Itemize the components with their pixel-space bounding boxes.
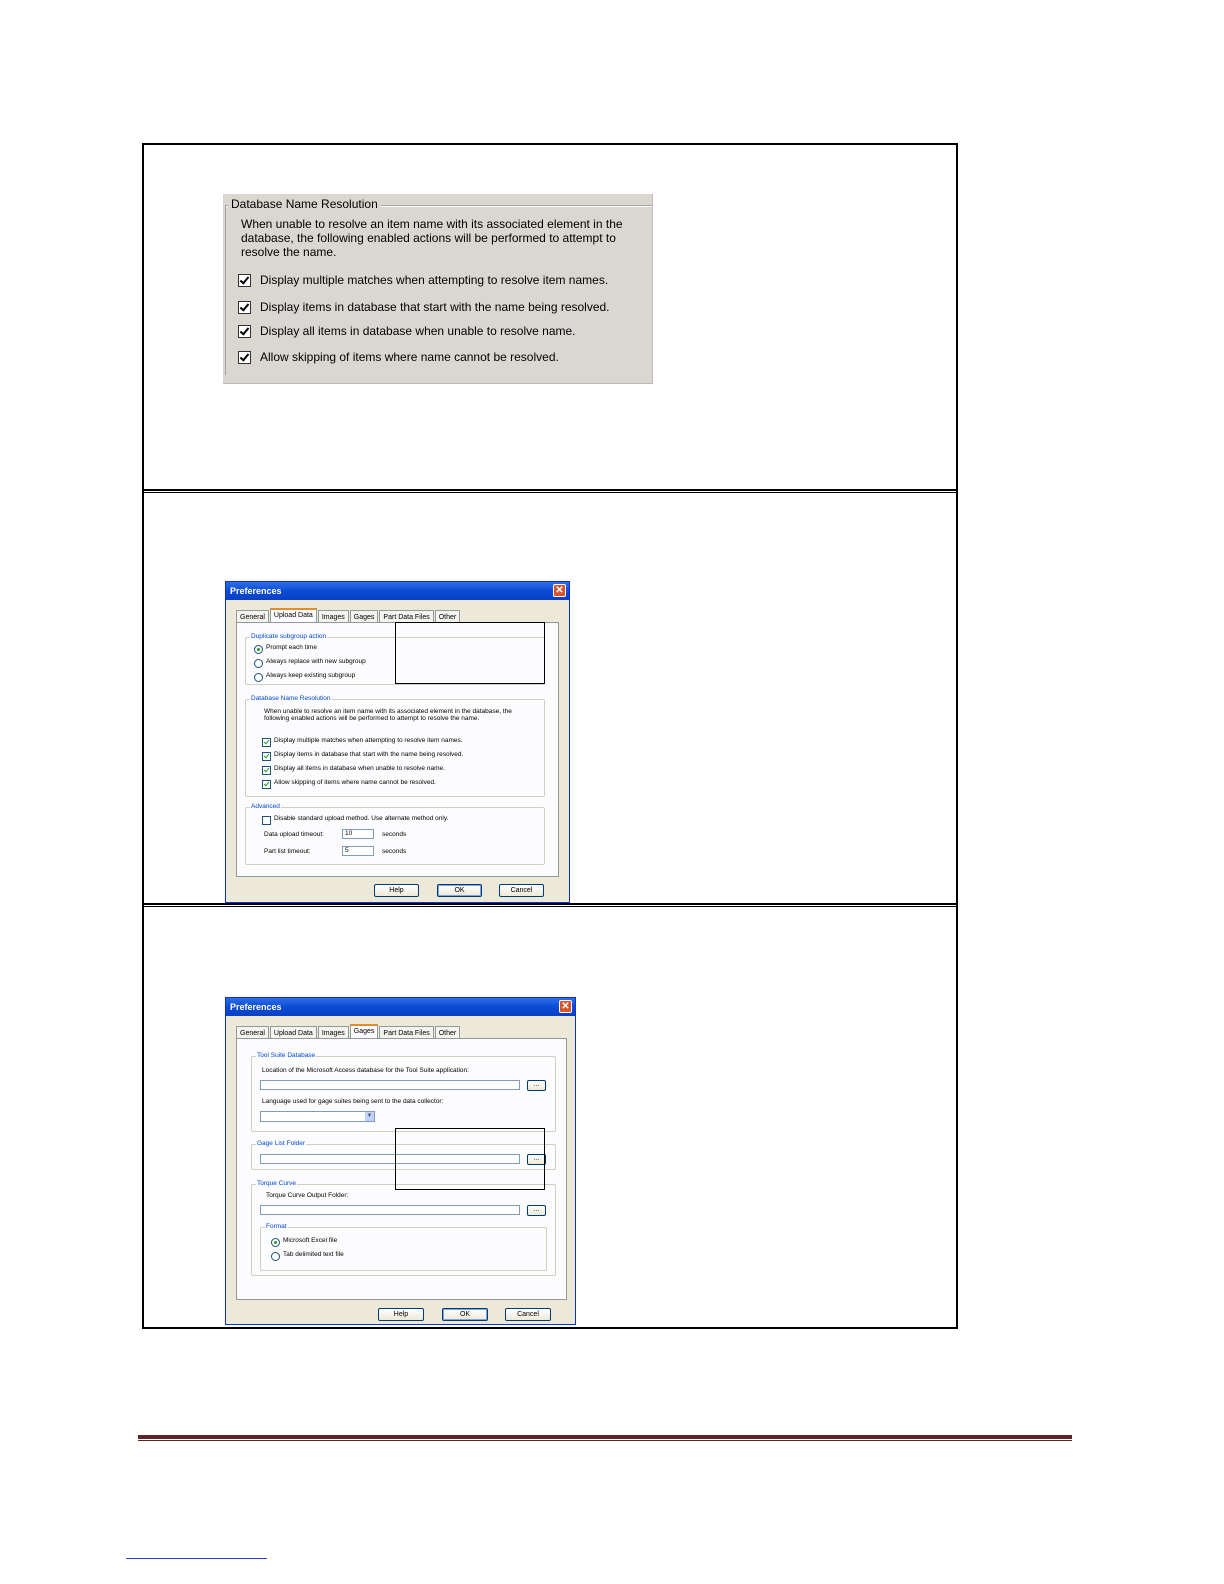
database-name-resolution-screenshot bbox=[223, 194, 653, 384]
group-title: Torque Curve bbox=[257, 1180, 297, 1187]
tool-suite-browse-button[interactable]: ... bbox=[527, 1080, 546, 1091]
format-group bbox=[260, 1223, 547, 1271]
advanced-group bbox=[245, 803, 545, 865]
checkbox-allow-skipping[interactable] bbox=[238, 350, 559, 364]
help-button[interactable]: Help bbox=[378, 1308, 424, 1321]
checkbox-allow-skipping[interactable] bbox=[262, 780, 271, 789]
tab-upload-data[interactable]: Upload Data bbox=[270, 1026, 317, 1040]
torque-output-field[interactable] bbox=[260, 1205, 520, 1215]
checkbox-label: Display multiple matches when attempting to resolve item names. bbox=[274, 737, 463, 744]
group-title: Duplicate subgroup action bbox=[251, 633, 327, 640]
table-row-divider bbox=[142, 903, 958, 905]
radio-always-keep[interactable] bbox=[254, 673, 263, 682]
tab-gages[interactable]: Gages bbox=[350, 1024, 379, 1040]
checkbox-label: Display items in database that start with the name being resolved. bbox=[260, 300, 610, 314]
torque-curve-group bbox=[251, 1180, 556, 1276]
checkbox-checked-icon[interactable] bbox=[238, 301, 251, 314]
checkbox-label: Disable standard upload method. Use alternate method only. bbox=[274, 815, 449, 822]
dialog-title: Preferences bbox=[226, 998, 575, 1016]
checkbox-display-multiple-matches[interactable] bbox=[238, 273, 608, 287]
ok-button[interactable]: OK bbox=[442, 1308, 488, 1321]
group-title: Tool Suite Database bbox=[257, 1052, 316, 1059]
tab-general[interactable]: General bbox=[236, 1026, 269, 1040]
callout-box bbox=[395, 622, 545, 684]
checkbox-label: Display multiple matches when attempting to resolve item names. bbox=[260, 273, 609, 287]
torque-output-label: Torque Curve Output Folder: bbox=[266, 1192, 349, 1199]
dialog-title: Preferences bbox=[226, 582, 569, 600]
chevron-down-icon[interactable]: ▼ bbox=[366, 1113, 373, 1119]
tab-other[interactable]: Other bbox=[435, 1026, 461, 1040]
group-border bbox=[225, 205, 226, 375]
help-button[interactable]: Help bbox=[374, 884, 419, 897]
checkbox-checked-icon[interactable] bbox=[238, 274, 251, 287]
checkbox-label: Display all items in database when unable to resolve name. bbox=[260, 324, 576, 338]
gage-list-browse-button[interactable]: ... bbox=[527, 1154, 546, 1165]
checkbox-display-all-items[interactable] bbox=[262, 766, 271, 775]
tab-images[interactable]: Images bbox=[318, 1026, 349, 1040]
cancel-button[interactable]: Cancel bbox=[505, 1308, 551, 1321]
close-icon[interactable]: ✕ bbox=[559, 1000, 572, 1013]
tab-gages[interactable]: Gages bbox=[350, 610, 379, 624]
table-row-divider bbox=[142, 489, 958, 491]
tab-part-data-files[interactable]: Part Data Files bbox=[379, 610, 433, 624]
radio-excel-format[interactable] bbox=[271, 1238, 280, 1247]
radio-prompt-each-time[interactable] bbox=[254, 645, 263, 654]
torque-output-browse-button[interactable]: ... bbox=[527, 1205, 546, 1216]
group-title: Database Name Resolution bbox=[251, 695, 331, 702]
location-label: Location of the Microsoft Access database for the Tool Suite application: bbox=[262, 1067, 469, 1074]
group-title: Format bbox=[266, 1223, 287, 1230]
cancel-button[interactable]: Cancel bbox=[499, 884, 544, 897]
checkbox-display-multiple-matches[interactable] bbox=[262, 738, 271, 747]
tab-images[interactable]: Images bbox=[318, 610, 349, 624]
checkbox-label: Display items in database that start with the name being resolved. bbox=[274, 751, 464, 758]
group-description: When unable to resolve an item name with its associated element in the database, the following enabled actions will be performed to attempt to resolve the name. bbox=[241, 217, 623, 259]
tool-suite-location-field[interactable] bbox=[260, 1080, 520, 1090]
upload-timeout-unit: seconds bbox=[382, 831, 407, 838]
group-title: Advanced bbox=[251, 803, 280, 810]
checkbox-display-all-items[interactable] bbox=[238, 324, 576, 338]
close-icon[interactable]: ✕ bbox=[553, 584, 566, 597]
checkbox-display-items-start-with[interactable] bbox=[262, 752, 271, 761]
database-name-resolution-group bbox=[245, 695, 545, 797]
group-title: Database Name Resolution bbox=[228, 197, 381, 211]
radio-label: Microsoft Excel file bbox=[283, 1237, 338, 1244]
footnote-separator bbox=[126, 1558, 267, 1559]
footer-rule bbox=[138, 1435, 1072, 1439]
upload-timeout-field[interactable]: 10 bbox=[342, 829, 374, 839]
tool-suite-database-group bbox=[251, 1052, 556, 1132]
tab-upload-data[interactable]: Upload Data bbox=[270, 608, 317, 624]
radio-label: Always keep existing subgroup bbox=[266, 672, 356, 679]
radio-tab-delimited-format[interactable] bbox=[271, 1252, 280, 1261]
part-list-timeout-unit: seconds bbox=[382, 848, 407, 855]
checkbox-label: Display all items in database when unable to resolve name. bbox=[274, 765, 445, 772]
group-description: When unable to resolve an item name with its associated element in the database, the following enabled actions will be performed to attempt to resolve the name. bbox=[264, 708, 512, 722]
radio-always-replace[interactable] bbox=[254, 659, 263, 668]
radio-label: Tab delimited text file bbox=[283, 1251, 344, 1258]
upload-timeout-label: Data upload timeout: bbox=[264, 831, 324, 838]
checkbox-label: Allow skipping of items where name cannot be resolved. bbox=[260, 350, 559, 364]
language-select[interactable] bbox=[260, 1111, 375, 1122]
checkbox-checked-icon[interactable] bbox=[238, 351, 251, 364]
part-list-timeout-field[interactable]: 5 bbox=[342, 846, 374, 856]
tab-part-data-files[interactable]: Part Data Files bbox=[379, 1026, 433, 1040]
tab-general[interactable]: General bbox=[236, 610, 269, 624]
callout-box bbox=[395, 1128, 545, 1190]
checkbox-checked-icon[interactable] bbox=[238, 325, 251, 338]
checkbox-label: Allow skipping of items where name cannot be resolved. bbox=[274, 779, 436, 786]
checkbox-display-items-start-with[interactable] bbox=[238, 300, 610, 314]
group-title: Gage List Folder bbox=[257, 1140, 306, 1147]
tab-other[interactable]: Other bbox=[435, 610, 461, 624]
checkbox-disable-standard-upload[interactable] bbox=[262, 816, 271, 825]
ok-button[interactable]: OK bbox=[437, 884, 482, 897]
part-list-timeout-label: Part list timeout: bbox=[264, 848, 311, 855]
radio-label: Always replace with new subgroup bbox=[266, 658, 366, 665]
language-label: Language used for gage suites being sent to the data collector: bbox=[262, 1098, 444, 1105]
radio-label: Prompt each time bbox=[266, 644, 317, 651]
